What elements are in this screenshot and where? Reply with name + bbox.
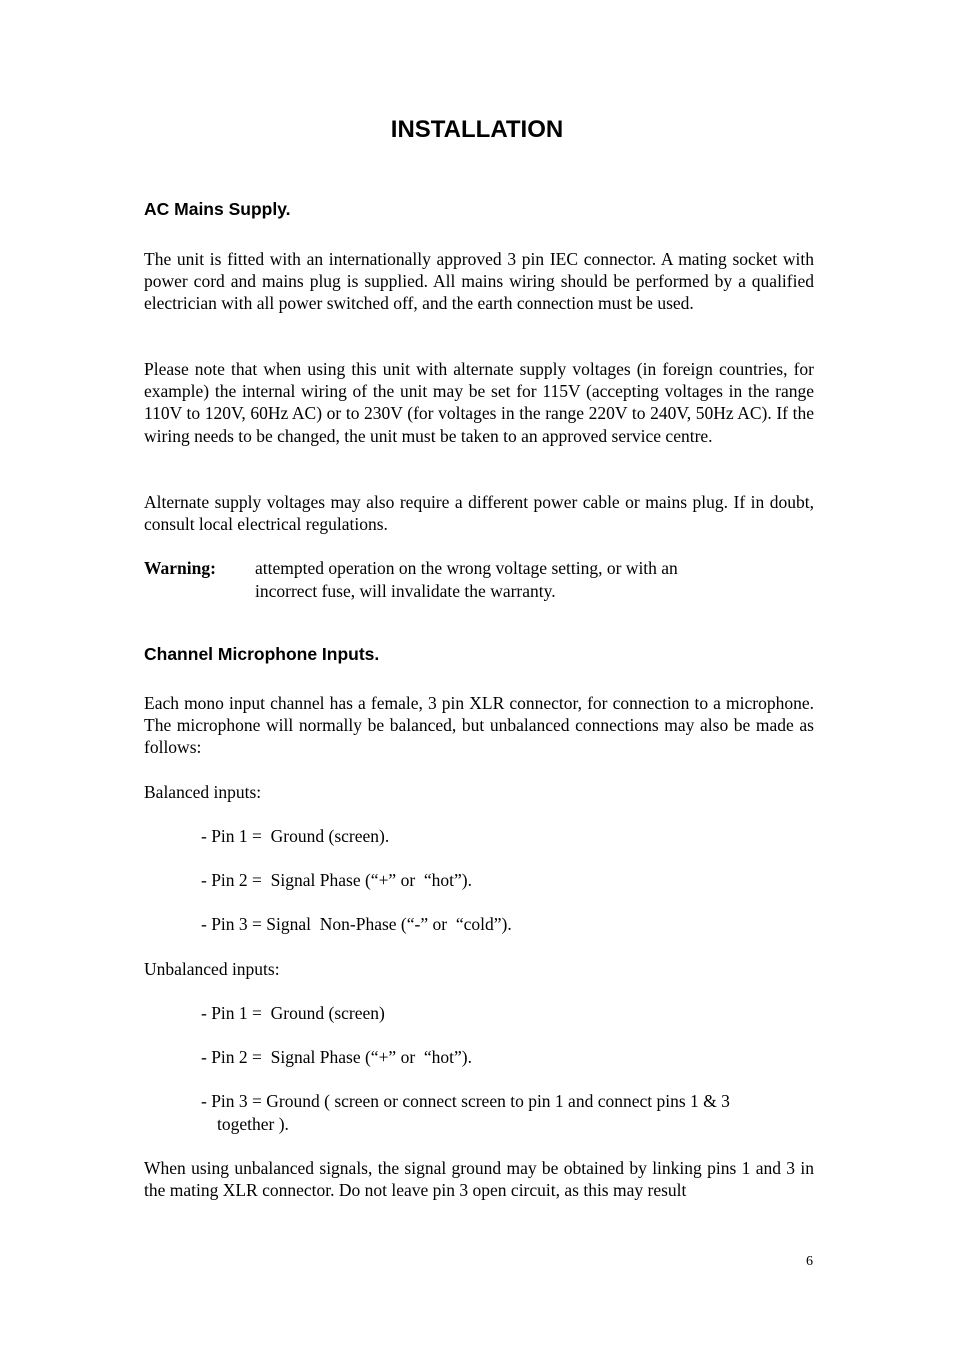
ac-mains-paragraph-2: Please note that when using this unit with alternate supply voltages (in foreign countries, for example) the internal wiring of the unit may be set for 115V (accepting voltages in the range 110V to 120V, 60Hz AC) or to 230V (for voltages in the range 220V to 240V, 50Hz AC). If the wiring needs to be changed, the unit must be taken to an approved service centre. [144,359,814,446]
unbalanced-inputs-label: Unbalanced inputs: [144,959,280,979]
unbalanced-pin-2: - Pin 2 = Signal Phase (“+” or “hot”). [201,1047,473,1067]
page-number: 6 [806,1254,813,1269]
balanced-pin-2: - Pin 2 = Signal Phase (“+” or “hot”). [201,870,473,890]
ac-mains-paragraph-1: The unit is fitted with an internationally approved 3 pin IEC connector. A mating socket with power cord and mains plug is supplied. All mains wiring should be performed by a qualified electrician with all power switched off, and the earth connection must be used. [144,249,814,314]
page-title: INSTALLATION [390,116,564,143]
unbalanced-pin-1: - Pin 1 = Ground (screen) [201,1003,385,1023]
warning-text: attempted operation on the wrong voltage setting, or with an incorrect fuse, will invalidate the warranty. [255,558,678,601]
section-heading-mic-inputs: Channel Microphone Inputs. [144,644,380,664]
mic-inputs-paragraph: Each mono input channel has a female, 3 pin XLR connector, for connection to a microphone. The microphone will normally be balanced, but unbalanced connections may also be made as follows: [144,693,814,758]
balanced-pin-3: - Pin 3 = Signal Non-Phase (“-” or “cold”). [201,914,512,934]
ac-mains-paragraph-3: Alternate supply voltages may also require a different power cable or mains plug. If in doubt, consult local electrical regulations. [144,492,814,535]
warning-label: Warning: [144,558,216,578]
balanced-pin-1: - Pin 1 = Ground (screen). [201,826,390,846]
unbalanced-pin-3-continuation: together ). [217,1114,289,1134]
section-heading-ac-mains: AC Mains Supply. [144,199,291,219]
unbalanced-closing-paragraph: When using unbalanced signals, the signal ground may be obtained by linking pins 1 and 3 in the mating XLR connector. Do not leave pin 3 open circuit, as this may result [144,1158,814,1201]
unbalanced-pin-3-text: - Pin 3 = Ground ( screen or connect screen to pin 1 and connect pins 1 & 3 [201,1091,730,1111]
unbalanced-pin-3 [201,1090,801,1136]
balanced-inputs-label: Balanced inputs: [144,782,262,802]
